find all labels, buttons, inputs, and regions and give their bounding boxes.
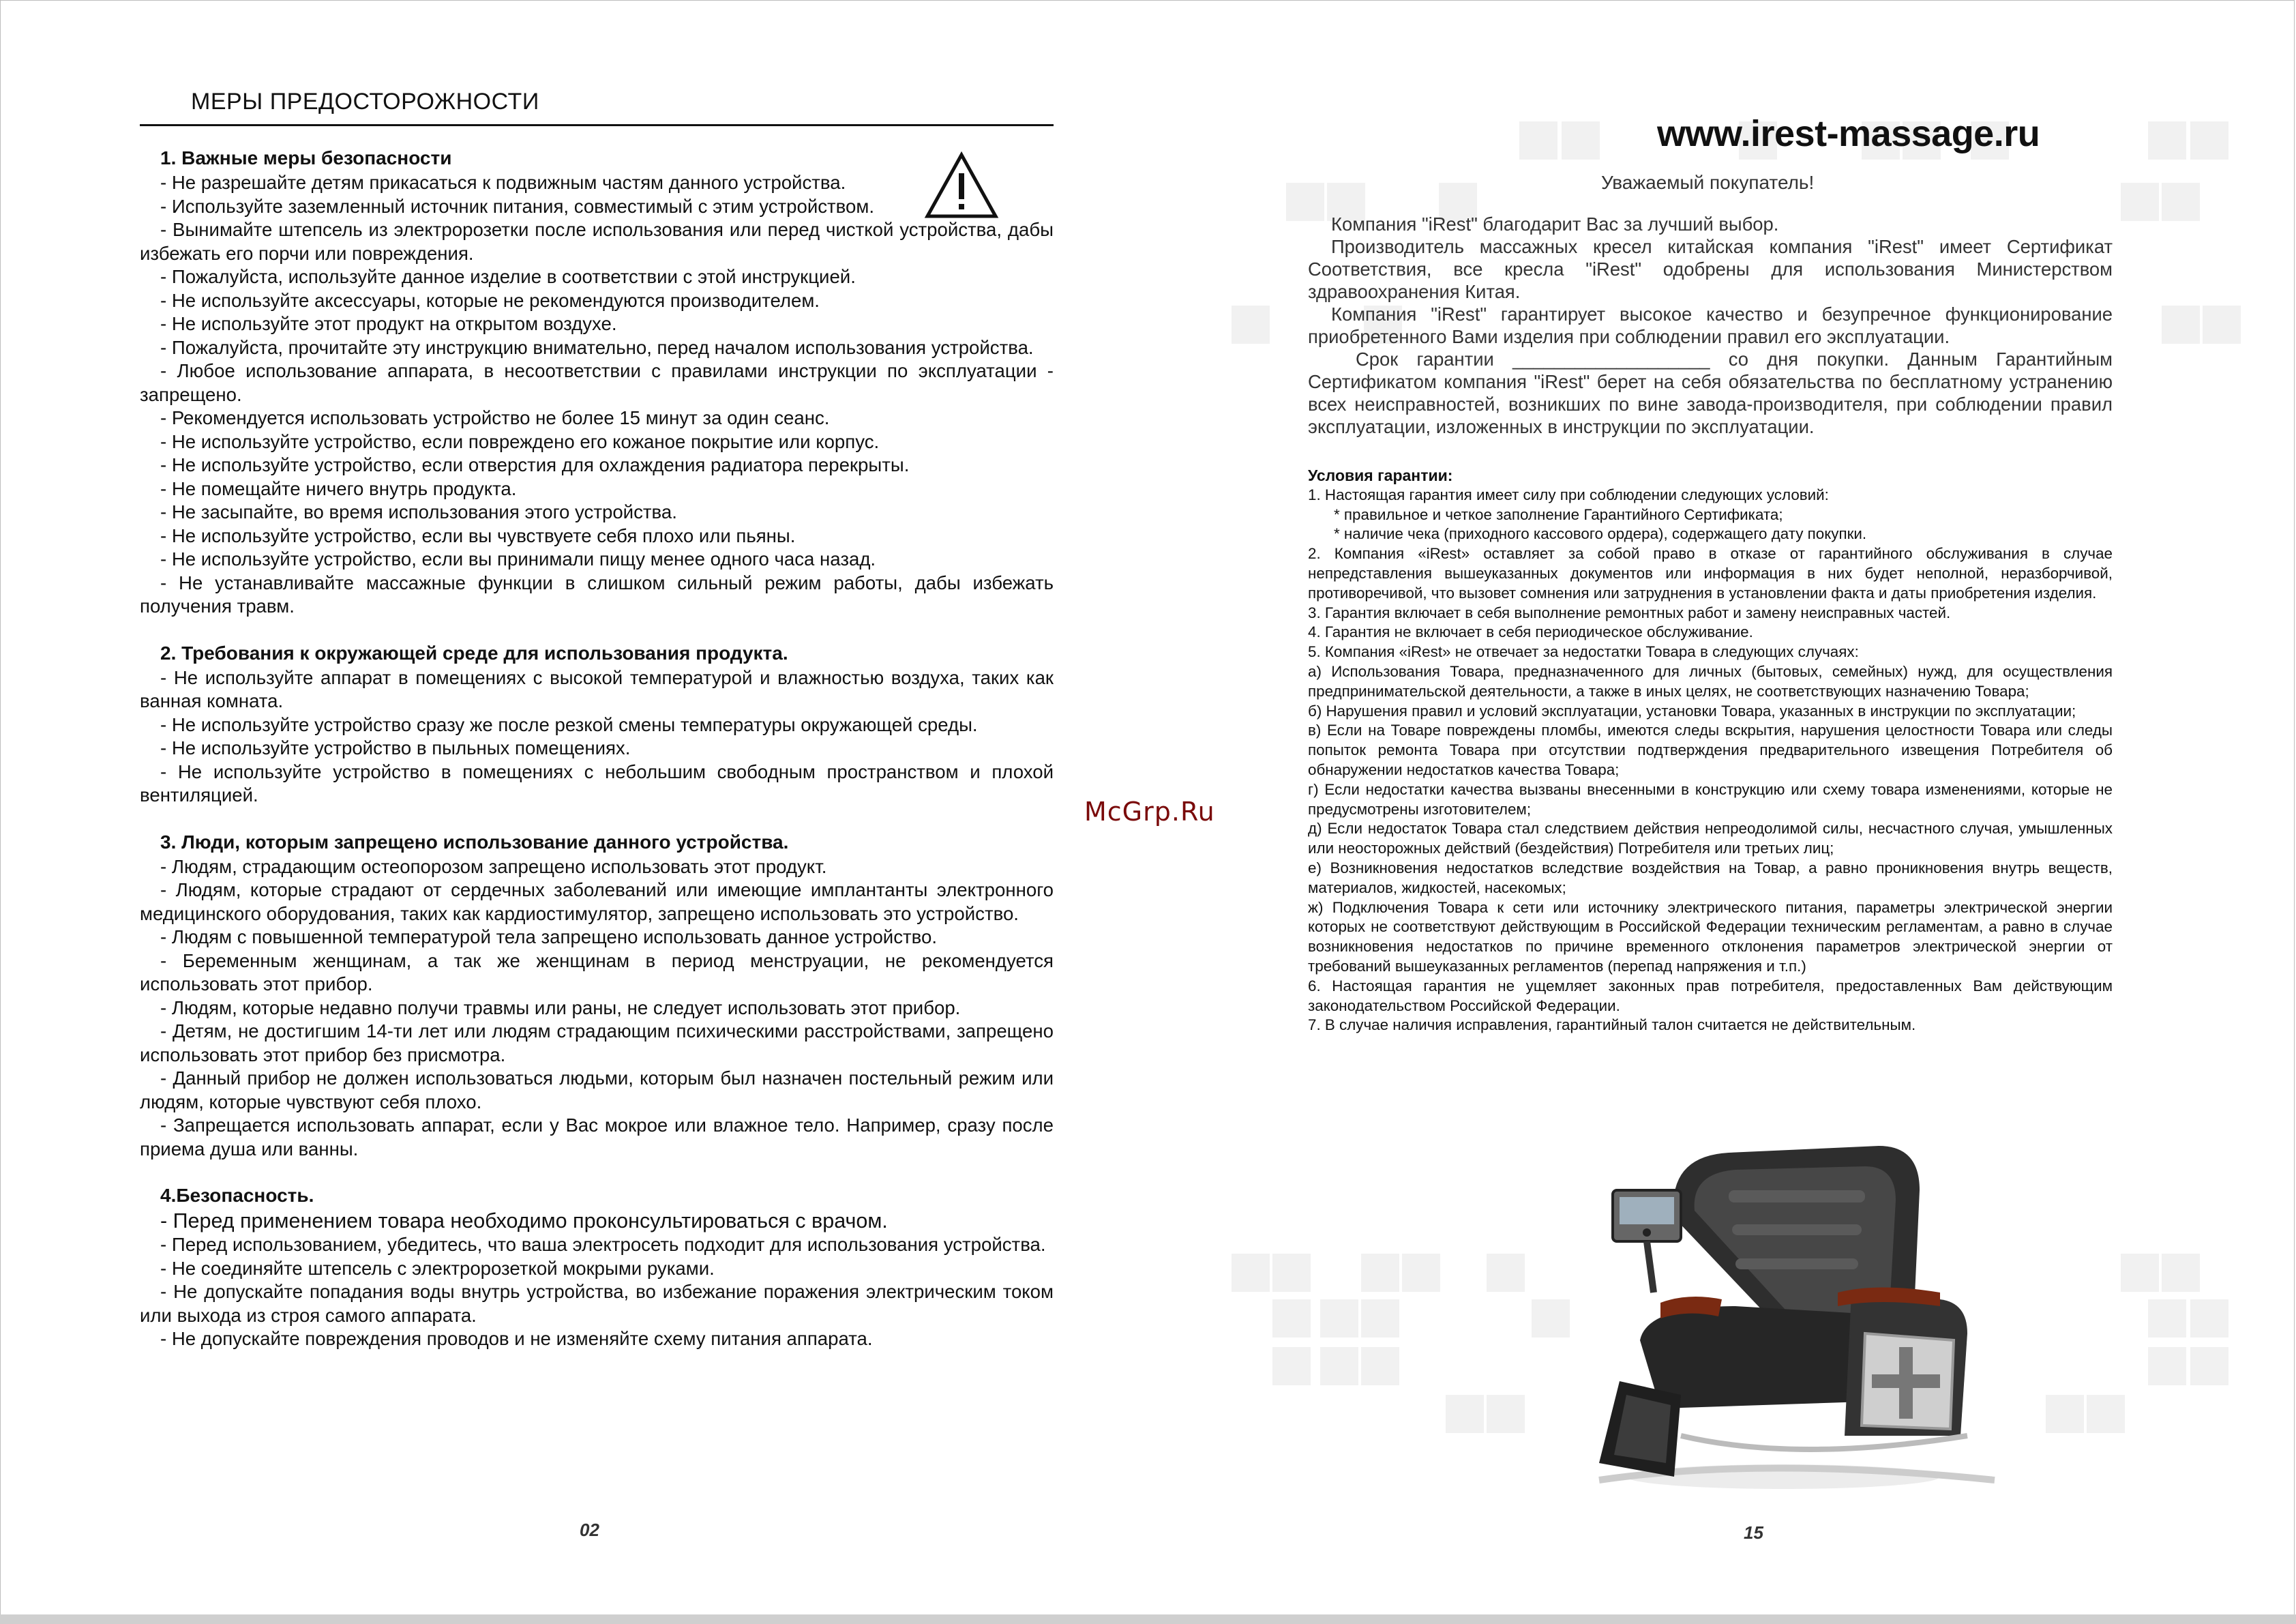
section-title: 2. Требования к окружающей среде для использования продукта. <box>160 642 788 664</box>
warranty-item: 4. Гарантия не включает в себя периодическое обслуживание. <box>1308 623 1753 641</box>
warranty-item: б) Нарушения правил и условий эксплуатации, установки Товара, указанных в инструкции по эксплуатации; <box>1308 702 2076 720</box>
list-item: - Данный прибор не должен использоваться людьми, которым был назначен постельный режим или людям, которые чувствуют себя плохо. <box>140 1067 1054 1112</box>
section-environment <box>140 642 1054 808</box>
list-item: - Не соединяйте штепсель с электророзеткой мокрыми руками. <box>160 1257 715 1279</box>
warranty-list <box>1308 486 2113 1035</box>
warranty-item: 1. Настоящая гарантия имеет силу при соблюдении следующих условий: <box>1308 486 1829 503</box>
list-item: - Не допускайте повреждения проводов и не изменяйте схему питания аппарата. <box>160 1328 873 1349</box>
list-item: - Не используйте устройство в помещениях с небольшим свободным пространством и плохой вентиляцией. <box>140 761 1054 806</box>
pattern-square <box>1272 1254 1311 1292</box>
page-number-right: 15 <box>1744 1522 1763 1543</box>
list-item: - Пожалуйста, используйте данное изделие в соответствии с этой инструкцией. <box>160 266 856 287</box>
warranty-title: Условия гарантии: <box>1308 467 1453 484</box>
pattern-square <box>1487 1254 1525 1292</box>
massage-chair-image <box>1558 1136 2001 1497</box>
list-item: - Не используйте устройство, если вы чувствуете себя плохо или пьяны. <box>160 525 796 546</box>
warranty-item: * наличие чека (приходного кассового ордера), содержащего дату покупки. <box>1334 525 1867 543</box>
list-item: - Не используйте устройство, если отверстия для охлаждения радиатора перекрыты. <box>160 454 910 475</box>
list-item: - Не используйте устройство сразу же после резкой смены температуры окружающей среды. <box>160 713 978 735</box>
section-title: 1. Важные меры безопасности <box>160 147 452 168</box>
section-safety <box>140 1184 1054 1351</box>
list-item: - Людям, которые недавно получи травмы или раны, не следует использовать этот прибор. <box>160 996 961 1018</box>
list-item: - Используйте заземленный источник питания, совместимый с этим устройством. <box>160 195 874 217</box>
pattern-square <box>2148 1299 2186 1338</box>
list-item: - Не устанавливайте массажные функции в слишком сильный режим работы, дабы избежать получения травм. <box>140 572 1054 617</box>
pattern-square <box>1272 1299 1311 1338</box>
pattern-square <box>1320 1299 1358 1338</box>
list-item: - Не используйте аксессуары, которые не рекомендуются производителем. <box>160 289 820 311</box>
section-title: 4.Безопасность. <box>160 1185 314 1206</box>
warranty-item: 5. Компания «iRest» не отвечает за недостатки Товара в следующих случаях: <box>1308 643 1859 661</box>
list-item: - Рекомендуется использовать устройство не более 15 минут за один сеанс. <box>160 407 830 428</box>
page-header: МЕРЫ ПРЕДОСТОРОЖНОСТИ <box>140 89 1054 126</box>
list-item: - Вынимайте штепсель из электророзетки после использования или перед чисткой устройства, дабы избежать его порчи или повреждения. <box>140 219 1054 264</box>
pattern-square <box>2121 1254 2159 1292</box>
section-important <box>140 147 1054 619</box>
intro-paragraph: Производитель массажных кресел китайская компания "iRest" имеет Сертификат Соответствия, все кресла "iRest" одобрены для использования Министерством здравоохранения Китая. <box>1308 236 2113 302</box>
pattern-square <box>2121 183 2159 221</box>
watermark: McGrp.Ru <box>1084 797 1215 827</box>
intro-text <box>1308 213 2113 438</box>
pattern-square <box>1487 1395 1525 1433</box>
section-restricted-people <box>140 831 1054 1162</box>
list-item: - Запрещается использовать аппарат, если у Вас мокрое или влажное тело. Например, сразу после приема душа или ванны. <box>140 1114 1054 1160</box>
list-item: - Не допускайте попадания воды внутрь устройства, во избежание поражения электрическим током или выхода из строя самого аппарата. <box>140 1281 1054 1326</box>
warning-triangle-icon <box>924 151 999 220</box>
pattern-square <box>2148 121 2186 160</box>
pattern-square <box>2190 1347 2228 1385</box>
list-item: - Беременным женщинам, а так же женщинам в период менструации, не рекомендуется использовать этот прибор. <box>140 949 1054 994</box>
warranty-item: е) Возникновения недостатков вследствие воздействия на Товар, а равно проникновения внутрь веществ, материалов, жидкостей, насекомых; <box>1308 859 2113 896</box>
pattern-square <box>1320 1347 1358 1385</box>
list-item: - Не разрешайте детям прикасаться к подвижным частям данного устройства. <box>160 172 846 193</box>
safety-sections <box>140 147 1054 1351</box>
warranty-item: 6. Настоящая гарантия не ущемляет законных прав потребителя, предоставленных Вам действующим законодательством Российской Федерации. <box>1308 977 2113 1014</box>
pattern-square <box>1232 306 1270 344</box>
pattern-square <box>2046 1395 2084 1433</box>
warranty-item: 2. Компания «iRest» оставляет за собой право в отказе от гарантийного обслуживания в случае непредставления вышеуказанных документов или информация в них будет неполной, неразборчивой, противоречивой, что вызовет сомнения или затруднения в установлении факта и даты приобретения изделия. <box>1308 545 2113 602</box>
warranty-item: 7. В случае наличия исправления, гарантийный талон считается не действительным. <box>1308 1016 1916 1034</box>
pattern-square <box>1361 1347 1399 1385</box>
list-item: - Не используйте аппарат в помещениях с высокой температурой и влажностью воздуха, таких как ванная комната. <box>140 666 1054 711</box>
warranty-item: д) Если недостаток Товара стал следствием действия непреодолимой силы, несчастного случая, умышленных или неосторожных действий (бездействия) Потребителя или третьих лиц; <box>1308 820 2113 857</box>
list-item: - Людям с повышенной температурой тела запрещено использовать данное устройство. <box>160 926 938 947</box>
list-item: - Детям, не достигшим 14-ти лет или людям страдающим психическими расстройствами, запрещено использовать этот прибор без присмотра. <box>140 1020 1054 1065</box>
list-item: - Людям, страдающим остеопорозом запрещено использовать этот продукт. <box>160 855 827 877</box>
pattern-square <box>2162 183 2200 221</box>
website-url: www.irest-massage.ru <box>1657 113 2040 154</box>
list-item: - Перед использованием, убедитесь, что ваша электросеть подходит для использования устройства. <box>160 1234 1046 1255</box>
pattern-square <box>2148 1347 2186 1385</box>
pattern-square <box>2203 306 2241 344</box>
list-item: - Не используйте устройство, если повреждено его кожаное покрытие или корпус. <box>160 430 880 452</box>
pattern-square <box>2087 1395 2125 1433</box>
list-item: - Не используйте этот продукт на открытом воздухе. <box>160 313 617 334</box>
pattern-square <box>1402 1254 1440 1292</box>
pattern-square <box>1519 121 1557 160</box>
left-page <box>140 89 1054 1374</box>
warranty-item: а) Использования Товара, предназначенного для личных (бытовых, семейных) нужд, для осуществления предпринимательской деятельности, а также в иных целях, не соответствующих назначению Товара; <box>1308 662 2113 700</box>
list-item: - Не засыпайте, во время использования этого устройства. <box>160 501 677 522</box>
intro-paragraph: Компания "iRest" благодарит Вас за лучший выбор. <box>1331 213 1779 235</box>
pattern-square <box>1562 121 1600 160</box>
pattern-square <box>2162 1254 2200 1292</box>
pattern-square <box>1361 1254 1399 1292</box>
list-item: - Пожалуйста, прочитайте эту инструкцию внимательно, перед началом использования устройства. <box>160 336 1034 358</box>
lead-item: - Перед применением товара необходимо проконсультироваться с врачом. <box>160 1209 888 1232</box>
greeting: Уважаемый покупатель! <box>1601 172 1815 193</box>
warranty-item: 3. Гарантия включает в себя выполнение ремонтных работ и замену неисправных частей. <box>1308 604 1951 621</box>
warranty-item: * правильное и четкое заполнение Гарантийного Сертификата; <box>1334 505 1783 523</box>
bottom-shade <box>0 1614 2296 1624</box>
pattern-square <box>2190 121 2228 160</box>
warranty-item: в) Если на Товаре повреждены пломбы, имеются следы вскрытия, нарушения целостности Товара или следы попыток ремонта Товара при отсутствии подтверждения предварительного извещения Потребителя об обнаружении недостатков качества Товара; <box>1308 722 2113 778</box>
pattern-square <box>1446 1395 1484 1433</box>
list-item: - Не помещайте ничего внутрь продукта. <box>160 477 517 499</box>
list-item: - Людям, которые страдают от сердечных заболеваний или имеющие имплантанты электронного медицинского оборудования, таких как кардиостимулятор, запрещено использовать это устройство. <box>140 879 1054 924</box>
warranty-item: ж) Подключения Товара к сети или источнику электрического питания, параметры электрической энергии которых не соответствуют действующим в Российской Федерации техническим регламентам, а равно в случае возникновения недостатков по причине временного отклонения параметров электрической энергии от требований вышеуказанных регламентов (перепад напряжения и т.п.) <box>1308 898 2113 975</box>
intro-paragraph: Компания "iRest" гарантирует высокое качество и безупречное функционирование приобретенного Вами изделия при соблюдении правил его эксплуатации. <box>1308 304 2113 347</box>
pattern-square <box>2162 306 2200 344</box>
warranty-item: г) Если недостатки качества вызваны внесенными в конструкцию или схему товара изменениями, которые не предусмотрены изготовителем; <box>1308 780 2113 818</box>
page-number-left: 02 <box>580 1520 599 1540</box>
list-item: - Не используйте устройство в пыльных помещениях. <box>160 737 631 758</box>
pattern-square <box>2190 1299 2228 1338</box>
list-item: - Любое использование аппарата, в несоответствии с правилами инструкции по эксплуатации - запрещено. <box>140 360 1054 405</box>
warranty-conditions <box>1308 466 2113 1035</box>
pattern-square <box>1272 1347 1311 1385</box>
pattern-square <box>1361 1299 1399 1338</box>
intro-paragraph: Срок гарантии ___________________ со дня покупки. Данным Гарантийным Сертификатом компания "iRest" берет на себя обязательства по бесплатному устранению всех неисправностей, возникших по вине завода-производителя, при соблюдении правил эксплуатации, изложенных в инструкции по эксплуатации. <box>1308 349 2113 437</box>
list-item: - Не используйте устройство, если вы принимали пищу менее одного часа назад. <box>160 548 876 570</box>
section-title: 3. Люди, которым запрещено использование данного устройства. <box>160 831 789 853</box>
pattern-square <box>1232 1254 1270 1292</box>
